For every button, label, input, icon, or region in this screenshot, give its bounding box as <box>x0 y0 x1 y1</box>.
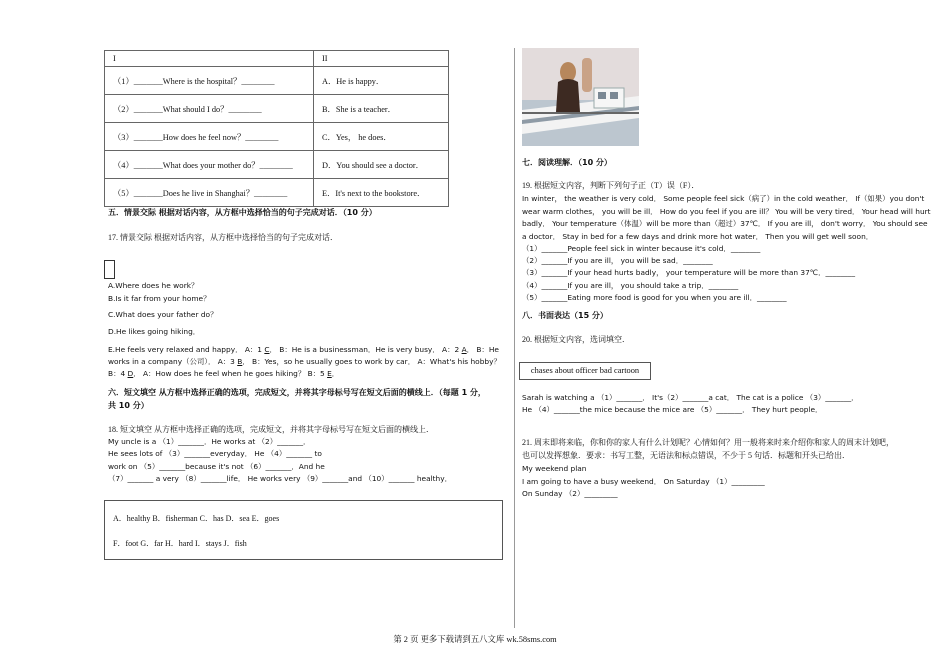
options-line: F．foot G．far H．hard I．stays J．fish <box>113 539 247 548</box>
plan-line: On Sunday （2）_________ <box>522 489 618 498</box>
dialog-answer: A <box>461 345 467 354</box>
statement: （4）_______If you are ill， you should take a trip．________ <box>522 281 739 290</box>
options-line: A．healthy B．fisherman C．has D．sea E．goes <box>113 514 280 523</box>
table-row <box>105 67 449 95</box>
plan-line: I am going to have a busy weekend． On Saturday （1）_________ <box>522 477 765 486</box>
table-cell-left: （2）_______What should I do？________ <box>105 95 314 123</box>
dialog-line-2 <box>108 356 501 367</box>
photo-girl-on-boat <box>522 48 639 146</box>
dialog-answer: B <box>237 357 243 366</box>
q18-instruction: 18. 短文填空 从方框中选择正确的选项，完成短文，并将其字母标号写在短文后面的横线上． <box>108 425 434 434</box>
statement: （5）_______Eating more food is good for you when you are ill．________ <box>522 293 787 302</box>
option-e: E.He feels very relaxed and happy． <box>108 345 243 354</box>
plan-title: My weekend plan <box>522 464 587 473</box>
section6-title-cont: 共 10 分） <box>108 401 149 410</box>
page-footer: 第 2 页 更多下载请到五八文库 wk.58sms.com <box>393 635 557 644</box>
dialog-text: A：1 <box>244 345 262 354</box>
passage-line: work on （5）_______because it's not （6）_______．And he <box>108 462 325 471</box>
table-cell-left: （4）_______What does your mother do？________ <box>105 151 314 179</box>
table-header-row <box>105 51 449 67</box>
dialog-text: ． B：Yes，so he usually goes to work by car． A：What's his hobby？ <box>242 357 501 366</box>
reading-line: wear warm clothes， you will be ill． How do you feel if you are ill？ You will be very tired． Your head will hurt <box>522 207 931 216</box>
option-d: D.He likes going hiking． <box>108 327 201 336</box>
dialog-text: ． B：He <box>466 345 499 354</box>
q19-instruction: 19. 根据短文内容，判断下列句子正（T）误（F）． <box>522 181 700 190</box>
dialog-line-1 <box>108 344 499 355</box>
dialog-answer: D <box>127 369 134 378</box>
q20-instruction: 20. 根据短文内容，选词填空． <box>522 335 630 344</box>
statement: （3）_______If your head hurts badly， your temperature will be more than 37℃．________ <box>522 268 856 277</box>
table-cell-right: A．He is happy． <box>314 67 449 95</box>
table-row <box>105 95 449 123</box>
section6-title: 六．短文填空 从方框中选择正确的选项，完成短文，并将其字母标号写在短文后面的横线上．（每题 1 分， <box>108 388 486 397</box>
section5-title: 五．情景交际 根据对话内容，从方框中选择恰当的句子完成对话．（10 分） <box>108 208 377 217</box>
table-cell-left: （1）_______Where is the hospital？________ <box>105 67 314 95</box>
q21-instruction: 21. 周末即将来临，你和你的家人有什么计划呢？心情如何？用一般将来时来介绍你和家人的周末计划吧， <box>522 438 894 447</box>
statement: （1）_______People feel sick in winter because it's cold．________ <box>522 244 761 253</box>
reading-line: a doctor． Stay in bed for a few days and drink more hot water． Then you will get well soon． <box>522 232 874 241</box>
q17-instruction: 17. 情景交际 根据对话内容，从方框中选择恰当的句子完成对话． <box>108 233 338 242</box>
section8-title: 八．书面表达（15 分） <box>522 311 608 320</box>
table-row <box>105 123 449 151</box>
option-b: B.Is it far from your home？ <box>108 294 211 303</box>
passage-line: （7）_______ a very （8）_______life． He works very （9）_______and （10）_______ healthy． <box>108 474 452 483</box>
dialog-text: ． <box>331 369 340 378</box>
table-header-ii: II <box>314 51 449 67</box>
statement: （2）_______If you are ill， you will be sad．________ <box>522 256 713 265</box>
column-divider <box>514 48 515 628</box>
cloze-line: He （4）_______the mice because the mice are （5）_______． They hurt people． <box>522 405 823 414</box>
table-cell-left: （5）_______Does he live in Shanghai？________ <box>105 179 314 207</box>
table-cell-right: C．Yes， he does． <box>314 123 449 151</box>
options-box <box>104 500 503 560</box>
table-cell-left: （3）_______How does he feel now？________ <box>105 123 314 151</box>
matching-table <box>104 50 449 207</box>
dialog-text: ． B：He is a businessman．He is very busy． A：2 <box>269 345 460 354</box>
table-cell-right: B．She is a teacher． <box>314 95 449 123</box>
passage-line: My uncle is a （1）_______．He works at （2）_______． <box>108 437 311 446</box>
reading-line: badly． Your temperature（体温）will be more than（超过）37℃． If you are ill， don't worry． You should see <box>522 219 928 228</box>
table-row <box>105 179 449 207</box>
option-c: C.What does your father do？ <box>108 310 218 319</box>
table-row <box>105 151 449 179</box>
dialog-answer: E <box>327 369 332 378</box>
dialog-line-3 <box>108 368 339 379</box>
q21-instruction-cont: 也可以发挥想象．要求：书写工整，无语法和标点错误，不少于 5 句话．标题和开头已给出． <box>522 451 850 460</box>
option-a: A.Where does he work？ <box>108 281 199 290</box>
answer-box <box>104 260 115 279</box>
boat-image <box>522 48 639 146</box>
table-cell-right: D．You should see a doctor． <box>314 151 449 179</box>
cloze-line: Sarah is watching a （1）_______． It's（2）_______a cat． The cat is a police （3）_______． <box>522 393 859 402</box>
passage-line: He sees lots of （3）_______everyday． He （4）_______ to <box>108 449 322 458</box>
table-cell-right: E．It's next to the bookstore． <box>314 179 449 207</box>
dialog-text: B：4 <box>108 369 126 378</box>
reading-line: In winter， the weather is very cold． Some people feel sick（病了）in the cold weather． If（如果）you don't <box>522 194 925 203</box>
dialog-answer: C <box>264 345 270 354</box>
dialog-text: ． A：How does he feel when he goes hiking？ B：5 <box>133 369 325 378</box>
dialog-text: works in a company（公司）． A：3 <box>108 357 235 366</box>
section7-title: 七．阅读理解．（10 分） <box>522 158 612 167</box>
word-box: chases about officer bad cartoon <box>519 362 651 380</box>
table-header-i: I <box>105 51 314 67</box>
